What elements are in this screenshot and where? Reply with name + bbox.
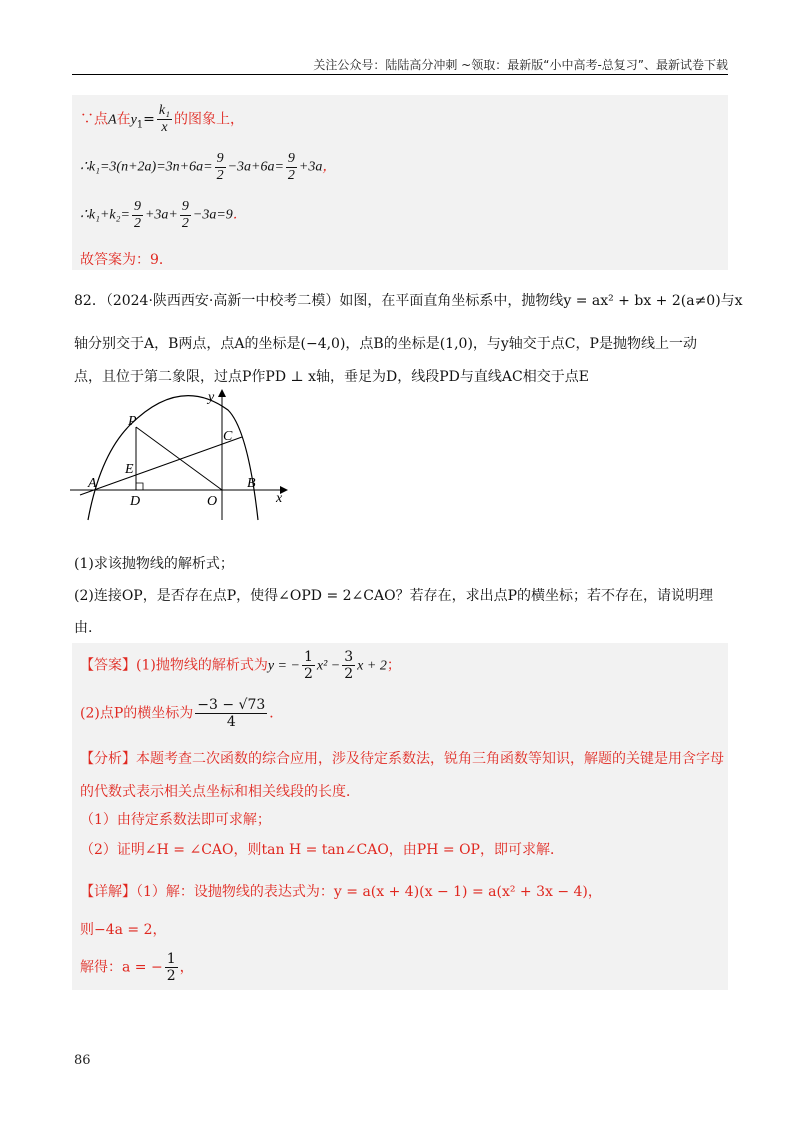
question-1: (1)求该抛物线的解析式；: [74, 556, 234, 572]
fraction: $\frac{-3 - √73}{4}$: [197, 697, 266, 730]
solution-conclusion: 故答案为：9．: [80, 252, 173, 268]
step-2: （2）证明∠H = ∠CAO，则tan H = tan∠CAO，由PH = OP，即可求解．: [80, 842, 564, 858]
question-2-cont: 由.: [74, 620, 93, 636]
label-b: B: [247, 476, 256, 491]
label-o: O: [207, 494, 218, 509]
analysis-tag: 【分析】: [80, 751, 136, 767]
fraction: $\frac{3}{2}$: [344, 649, 354, 682]
answer-box: [72, 643, 728, 990]
fraction: $\frac{9}{2}$: [287, 151, 295, 183]
label-p: P: [128, 414, 137, 429]
page-number: 86: [74, 1053, 91, 1068]
detail-line-3: 解得：a = − $\frac{1}{2}$ ，: [80, 951, 194, 984]
segment-po: [136, 427, 222, 490]
fraction: $\frac{9}{2}$: [181, 199, 189, 231]
problem-line-1: 82．（2024·陕西西安·高新一中校考二模）如图，在平面直角坐标系中，抛物线y = ax² + bx + 2(a≠0)与x: [74, 293, 743, 309]
answer-line-2: (2)点P的横坐标为 $\frac{-3 - √73}{4}$ ．: [80, 697, 284, 730]
problem-line-2: 轴分别交于A，B两点，点A的坐标是(−4,0)，点B的坐标是(1,0)，与y轴交于点C，P是抛物线上一动: [74, 336, 697, 352]
solution-line-2: ∴k₁=3(n+2a)=3n+6a= $\frac{9}{2}$ −3a+6a= $\frac{9}{2}$ +3a，: [80, 151, 337, 183]
label-d: D: [130, 494, 141, 509]
answer-line-1: 【答案】(1)抛物线的解析式为y = − $\frac{1}{2}$ x² − $\frac{3}{2}$ x + 2；: [80, 649, 401, 682]
solution-line-3: ∴k₁+k₂= $\frac{9}{2}$ +3a+ $\frac{9}{2}$ −3a=9．: [80, 199, 247, 231]
detail-tag: 【详解】: [80, 884, 136, 900]
fraction: $\frac{9}{2}$: [133, 199, 141, 231]
solution-line-1: ∵点A在$y_1=$ $\frac{\text{k₁}}{x}$ 的图象上，: [80, 103, 244, 135]
page-header: 关注公众号：陆陆高分冲刺 ~领取：最新版“小中高考-总复习”、最新试卷下载: [313, 58, 728, 72]
question-2: (2)连接OP，是否存在点P，使得∠OPD = 2∠CAO？若存在，求出点P的横坐标；若不存在，请说明理: [74, 588, 713, 604]
problem-line-3: 点，且位于第二象限，过点P作PD ⊥ x轴，垂足为D，线段PD与直线AC相交于点E: [74, 369, 589, 385]
fraction: $\frac{\text{k₁}}{x}$: [158, 103, 170, 135]
step-1: （1）由待定系数法即可求解；: [80, 812, 271, 828]
label-a: A: [88, 476, 97, 491]
fraction: $\frac{1}{2}$: [166, 951, 176, 984]
header-divider: [72, 74, 728, 75]
answer-tag: 【答案】: [80, 657, 136, 674]
analysis-line-1: 【分析】本题考查二次函数的综合应用，涉及待定系数法，锐角三角函数等知识，解题的关键是用含字母: [80, 751, 724, 767]
detail-line-1: 【详解】（1）解：设抛物线的表达式为：y = a(x + 4)(x − 1) = a(x² + 3x − 4)，: [80, 884, 602, 900]
fraction: $\frac{1}{2}$: [303, 649, 313, 682]
label-y: y: [208, 390, 215, 405]
label-e: E: [125, 462, 134, 477]
label-c: C: [223, 429, 233, 444]
label-x: x: [276, 491, 283, 506]
y-axis-arrow: [218, 389, 226, 397]
parabola-figure: [70, 385, 300, 525]
parabola-curve: [88, 396, 258, 520]
previous-solution-box: [72, 95, 728, 270]
fraction: $\frac{9}{2}$: [216, 151, 224, 183]
right-angle-mark: [136, 483, 143, 490]
detail-line-2: 则−4a = 2，: [80, 922, 167, 938]
analysis-line-2: 的代数式表示相关点坐标和相关线段的长度．: [80, 784, 360, 800]
